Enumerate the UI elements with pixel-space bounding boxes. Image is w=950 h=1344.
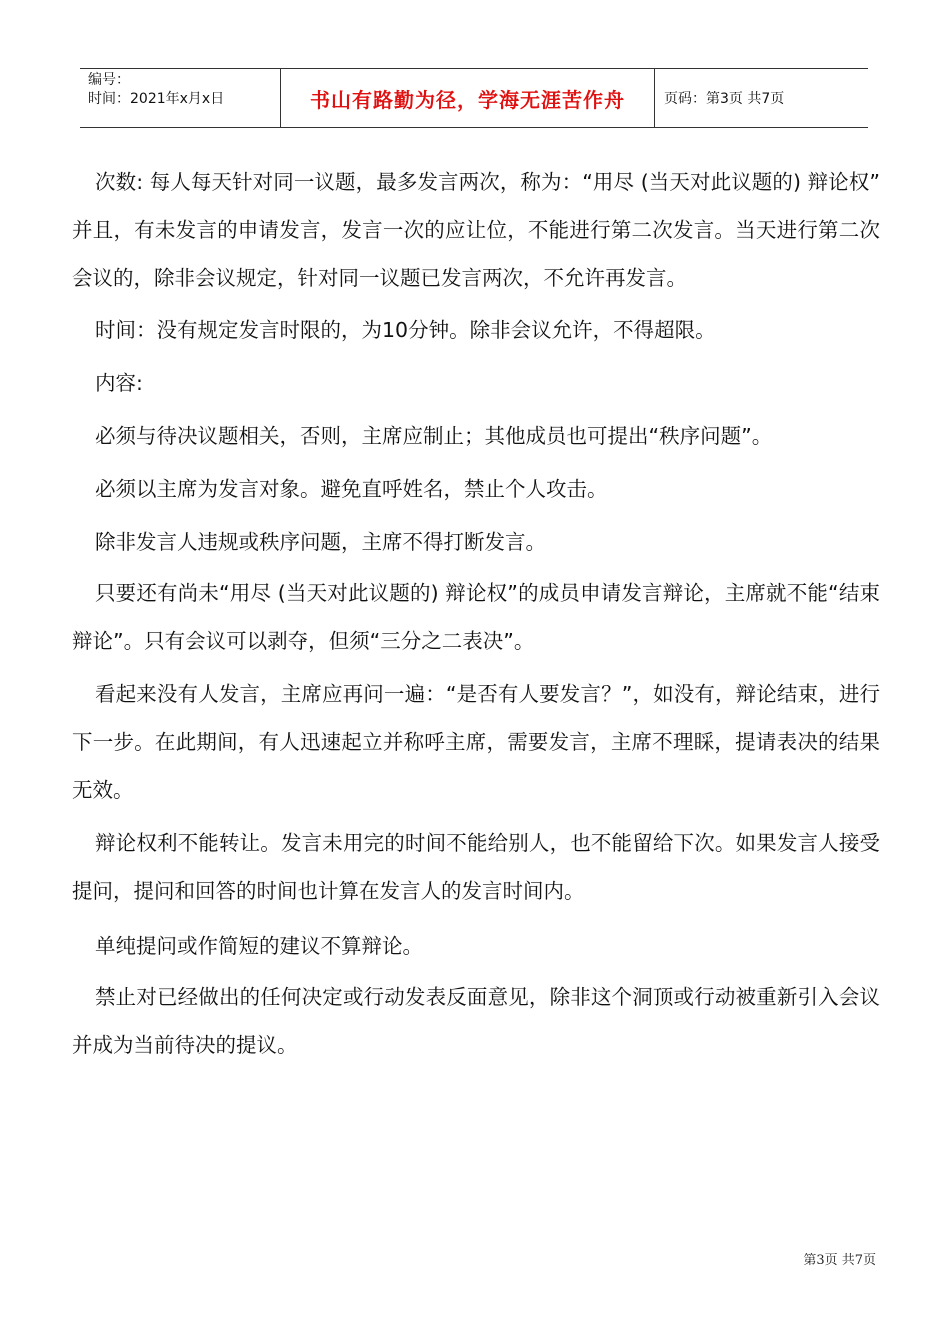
paragraph-final-call: 看起来没有人发言，主席应再问一遍：“是否有人要发言？”，如没有，辩论结束，进行下一步。在此期间，有人迅速起立并称呼主席，需要发言，主席不理睬，提请表决的结果无效。 (72, 682, 880, 802)
page-footer: 第3页 共7页 (803, 1253, 876, 1268)
document-body (72, 158, 880, 1069)
paragraph-no-interrupt: 除非发言人违规或秩序问题，主席不得打断发言。 (95, 530, 546, 554)
paragraph-frequency: 次数: 每人每天针对同一议题，最多发言两次，称为：“用尽 (当天对此议题的) 辩论权” 并且，有未发言的申请发言，发言一次的应让位，不能进行第二次发言。当天进行第二次会议的，除非会议规定，针对同一议题已发言两次，不允许再发言。 (72, 170, 880, 290)
header-page-number: 页码：第3页 共7页 (664, 91, 785, 107)
header-meta (88, 71, 224, 109)
serial-number-label: 编号： (88, 72, 130, 88)
header-motto: 书山有路勤为径，学海无涯苦作舟 (310, 87, 625, 112)
paragraph-questions: 单纯提问或作简短的建议不算辩论。 (95, 934, 423, 958)
paragraph-address-chair: 必须以主席为发言对象。避免直呼姓名，禁止个人攻击。 (95, 477, 608, 501)
paragraph-closing-debate: 只要还有尚未“用尽 (当天对此议题的) 辩论权”的成员申请发言辩论，主席就不能“结束辩论”。只有会议可以剥夺，但须“三分之二表决”。 (72, 581, 880, 653)
paragraph-relevance: 必须与待决议题相关，否则，主席应制止；其他成员也可提出“秩序问题”。 (95, 424, 773, 448)
paragraph-time: 时间：没有规定发言时限的，为10分钟。除非会议允许，不得超限。 (95, 318, 716, 342)
header-divider (654, 69, 655, 127)
paragraph-content-heading: 内容: (95, 371, 143, 395)
date-label: 时间：2021年x月x日 (88, 91, 225, 107)
paragraph-reconsideration: 禁止对已经做出的任何决定或行动发表反面意见，除非这个洞顶或行动被重新引入会议并成为当前待决的提议。 (72, 985, 880, 1057)
document-header (80, 68, 868, 128)
paragraph-non-transferable: 辩论权利不能转让。发言未用完的时间不能给别人，也不能留给下次。如果发言人接受提问，提问和回答的时间也计算在发言人的发言时间内。 (72, 831, 880, 903)
